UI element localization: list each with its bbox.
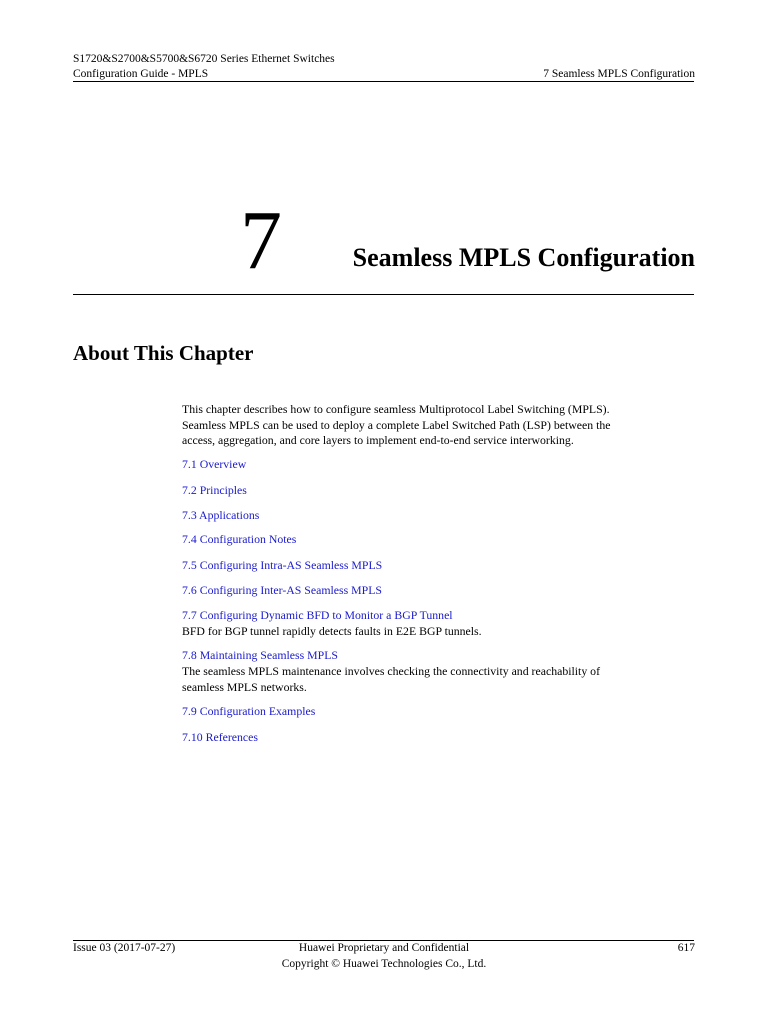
toc-link-dynamic-bfd[interactable]: 7.7 Configuring Dynamic BFD to Monitor a BGP Tunnel — [182, 608, 453, 622]
chapter-title: Seamless MPLS Configuration — [352, 243, 695, 272]
header-rule — [73, 81, 694, 82]
toc-link-references[interactable]: 7.10 References — [182, 730, 258, 744]
toc-link-overview[interactable]: 7.1 Overview — [182, 457, 247, 471]
intro-line: This chapter describes how to configure seamless Multiprotocol Label Switching (MPLS). — [182, 402, 610, 416]
toc-link-inter-as[interactable]: 7.6 Configuring Inter-AS Seamless MPLS — [182, 583, 382, 597]
toc-link-configuration-notes[interactable]: 7.4 Configuration Notes — [182, 532, 297, 546]
toc-desc-maintaining-line1: The seamless MPLS maintenance involves checking the connectivity and reachability of — [182, 664, 601, 678]
page-number: 617 — [677, 942, 695, 954]
intro-paragraph — [182, 402, 702, 449]
chapter-rule — [73, 294, 694, 295]
toc-desc-dynamic-bfd: BFD for BGP tunnel rapidly detects faults in E2E BGP tunnels. — [182, 624, 482, 638]
footer-copyright: Copyright © Huawei Technologies Co., Ltd. — [281, 958, 487, 970]
toc-link-examples[interactable]: 7.9 Configuration Examples — [182, 704, 316, 718]
footer-issue: Issue 03 (2017-07-27) — [73, 942, 176, 954]
toc-link-maintaining[interactable]: 7.8 Maintaining Seamless MPLS — [182, 648, 338, 662]
header-chapter: 7 Seamless MPLS Configuration — [543, 68, 695, 80]
header-product: S1720&S2700&S5700&S6720 Series Ethernet Switches — [73, 53, 335, 65]
section-title: About This Chapter — [73, 341, 254, 365]
footer-proprietary: Huawei Proprietary and Confidential — [298, 942, 470, 954]
toc-link-principles[interactable]: 7.2 Principles — [182, 483, 247, 497]
intro-line: access, aggregation, and core layers to implement end-to-end service interworking. — [182, 433, 574, 447]
toc-desc-maintaining-line2: seamless MPLS networks. — [182, 680, 307, 694]
chapter-number: 7 — [240, 194, 282, 287]
intro-line: Seamless MPLS can be used to deploy a complete Label Switched Path (LSP) between the — [182, 417, 611, 432]
toc-link-applications[interactable]: 7.3 Applications — [182, 508, 260, 522]
toc-link-intra-as[interactable]: 7.5 Configuring Intra-AS Seamless MPLS — [182, 558, 383, 572]
header-guide: Configuration Guide - MPLS — [73, 68, 209, 80]
